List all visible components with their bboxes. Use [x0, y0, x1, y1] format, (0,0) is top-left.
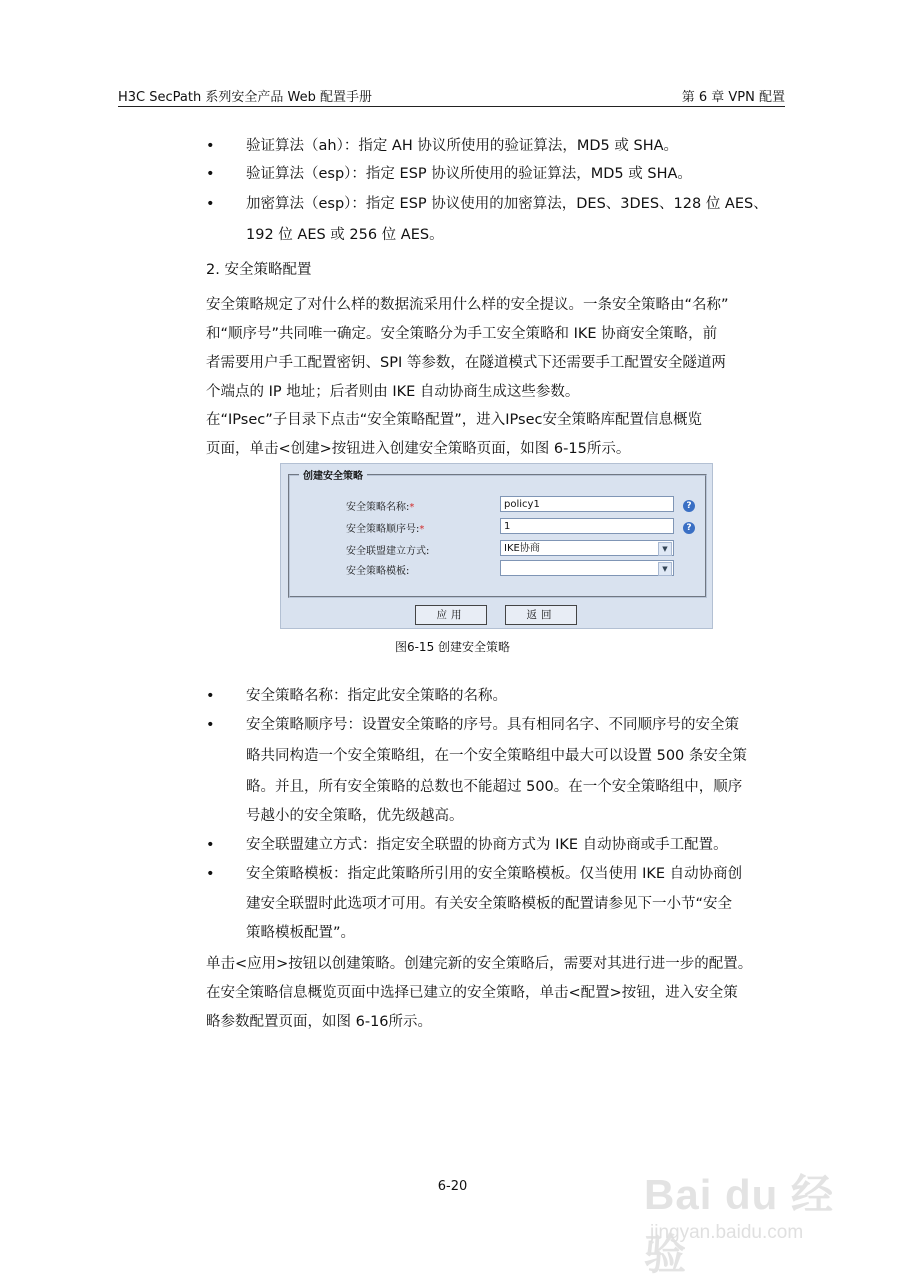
para3-line: 略参数配置页面，如图 6-16所示。 [206, 1014, 433, 1030]
bullet-policy-template-cont: 策略模板配置”。 [246, 925, 356, 941]
create-policy-figure [280, 463, 713, 629]
bullet-esp-enc-cont: 192 位 AES 或 256 位 AES。 [246, 227, 444, 243]
para1-line: 者需要用户手工配置密钥、SPI 等参数，在隧道模式下还需要手工配置安全隧道两 [206, 355, 726, 371]
watermark-logo-text: Bai du 经验 [644, 1171, 835, 1278]
bullet-policy-template-cont: 建安全联盟时此选项才可用。有关安全策略模板的配置请参见下一小节“安全 [246, 896, 733, 912]
bullet-glyph: • [206, 196, 215, 212]
bullet-policy-seq-cont: 略。并且，所有安全策略的总数也不能超过 500。在一个安全策略组中，顺序 [246, 779, 743, 795]
header-right: 第 6 章 VPN 配置 [681, 90, 785, 105]
para3-line: 在安全策略信息概览页面中选择已建立的安全策略，单击<配置>按钮，进入安全策 [206, 985, 738, 1001]
para1-line: 个端点的 IP 地址；后者则由 IKE 自动协商生成这些参数。 [206, 384, 580, 400]
para2-line: 在“IPsec”子目录下点击“安全策略配置”，进入IPsec安全策略库配置信息概览 [206, 412, 702, 428]
section-title: 2. 安全策略配置 [206, 262, 312, 278]
bullet-glyph: • [206, 138, 215, 154]
sa-mode-value: IKE协商 [504, 543, 540, 554]
row-policy-template [346, 560, 706, 578]
label-policy-template: 安全策略模板: [346, 566, 410, 577]
para3-line: 单击<应用>按钮以创建策略。创建完新的安全策略后，需要对其进行进一步的配置。 [206, 956, 753, 972]
apply-button[interactable]: 应用 [415, 605, 487, 625]
help-icon[interactable]: ? [683, 522, 695, 534]
figure-caption: 图6-15 创建安全策略 [394, 640, 511, 654]
row-policy-seq [346, 518, 706, 536]
baidu-watermark [640, 1150, 860, 1278]
bullet-policy-seq: 安全策略顺序号：设置安全策略的序号。具有相同名字、不同顺序号的安全策 [246, 717, 739, 733]
label-policy-seq: 安全策略顺序号: [346, 524, 420, 535]
bullet-glyph: • [206, 717, 215, 733]
label-policy-name: 安全策略名称: [346, 502, 410, 513]
chevron-down-icon[interactable]: ▼ [658, 562, 672, 576]
chevron-down-icon[interactable]: ▼ [658, 542, 672, 556]
help-icon[interactable]: ? [683, 500, 695, 512]
bullet-ah: 验证算法（ah）：指定 AH 协议所使用的验证算法，MD5 或 SHA。 [246, 138, 679, 154]
bullet-glyph: • [206, 688, 215, 704]
page-header [118, 84, 785, 107]
bullet-esp-enc: 加密算法（esp）：指定 ESP 协议使用的加密算法，DES、3DES、128 位 AES、 [246, 196, 768, 212]
row-policy-name [346, 496, 706, 514]
fieldset [288, 471, 707, 598]
bullet-sa-mode: 安全联盟建立方式：指定安全联盟的协商方式为 IKE 自动协商或手工配置。 [246, 837, 728, 853]
bullet-policy-template: 安全策略模板：指定此策略所引用的安全策略模板。仅当使用 IKE 自动协商创 [246, 866, 743, 882]
watermark-url: jingyan.baidu.com [650, 1222, 804, 1243]
bullet-glyph: • [206, 866, 215, 882]
policy-seq-input[interactable]: 1 [500, 518, 674, 534]
required-mark: * [419, 524, 425, 535]
required-mark: * [409, 502, 415, 513]
label-sa-mode: 安全联盟建立方式: [346, 546, 430, 557]
back-button[interactable]: 返回 [505, 605, 577, 625]
header-left: H3C SecPath 系列安全产品 Web 配置手册 [118, 90, 372, 105]
bullet-policy-seq-cont: 略共同构造一个安全策略组，在一个安全策略组中最大可以设置 500 条安全策 [246, 748, 747, 764]
policy-name-input[interactable]: policy1 [500, 496, 674, 512]
bullet-glyph: • [206, 837, 215, 853]
sa-mode-select[interactable] [500, 540, 674, 556]
para1-line: 安全策略规定了对什么样的数据流采用什么样的安全提议。一条安全策略由“名称” [206, 297, 729, 313]
bullet-policy-name: 安全策略名称：指定此安全策略的名称。 [246, 688, 507, 704]
bullet-glyph: • [206, 166, 215, 182]
para1-line: 和“顺序号”共同唯一确定。安全策略分为手工安全策略和 IKE 协商安全策略，前 [206, 326, 718, 342]
policy-template-select[interactable] [500, 560, 674, 576]
row-sa-mode [346, 540, 706, 558]
fieldset-legend: 创建安全策略 [299, 467, 367, 482]
bullet-esp-auth: 验证算法（esp）：指定 ESP 协议所使用的验证算法，MD5 或 SHA。 [246, 166, 692, 182]
bullet-policy-seq-cont: 号越小的安全策略，优先级越高。 [246, 808, 464, 824]
para2-line: 页面，单击<创建>按钮进入创建安全策略页面，如图 6-15所示。 [206, 441, 631, 457]
page-number: 6-20 [437, 1179, 468, 1194]
